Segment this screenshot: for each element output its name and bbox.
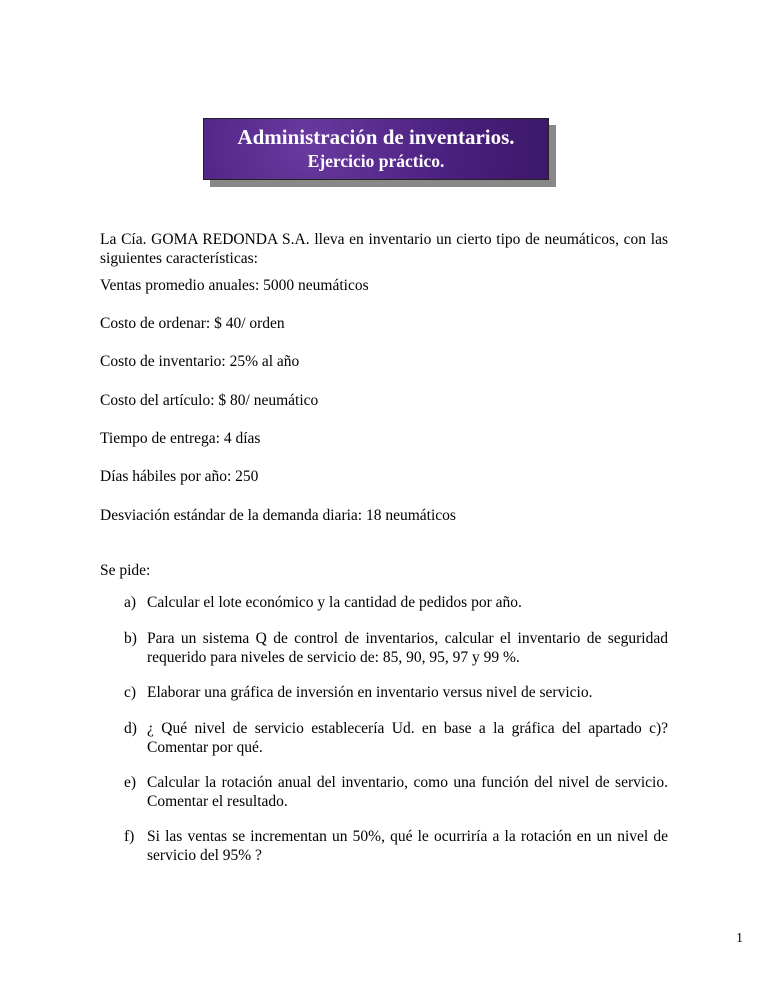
fact-item: Ventas promedio anuales: 5000 neumáticos xyxy=(100,277,369,294)
item-text: ¿ Qué nivel de servicio establecería Ud. en base a la gráfica del apartado c)? Comentar por qué. xyxy=(147,720,668,756)
task-item xyxy=(124,719,668,757)
item-text: Para un sistema Q de control de inventarios, calcular el inventario de seguridad requerido para niveles de servicio de: 85, 90, 95, 97 y 99 %. xyxy=(147,630,668,666)
task-item xyxy=(124,773,668,811)
task-item xyxy=(124,827,668,865)
item-label: c) xyxy=(124,684,137,701)
item-label: b) xyxy=(124,630,137,647)
fact-item: Costo del artículo: $ 80/ neumático xyxy=(100,392,319,409)
prompt: Se pide: xyxy=(100,562,151,579)
item-label: a) xyxy=(124,594,137,611)
fact-item: Desviación estándar de la demanda diaria: 18 neumáticos xyxy=(100,507,456,524)
title-banner xyxy=(203,118,549,180)
item-text: Elaborar una gráfica de inversión en inventario versus nivel de servicio. xyxy=(147,684,593,701)
item-label: e) xyxy=(124,774,137,791)
item-text: Calcular la rotación anual del inventario, como una función del nivel de servicio. Comentar el resultado. xyxy=(147,774,668,810)
item-label: d) xyxy=(124,720,137,737)
fact-item: Tiempo de entrega: 4 días xyxy=(100,430,261,447)
intro-paragraph: La Cía. GOMA REDONDA S.A. lleva en inventario un cierto tipo de neumáticos, con las siguientes características: xyxy=(100,231,668,267)
item-label: f) xyxy=(124,828,135,845)
page-number: 1 xyxy=(736,931,743,946)
item-text: Si las ventas se incrementan un 50%, qué le ocurriría a la rotación en un nivel de servicio del 95% ? xyxy=(147,828,668,864)
item-text: Calcular el lote económico y la cantidad de pedidos por año. xyxy=(147,594,522,611)
fact-item: Costo de inventario: 25% al año xyxy=(100,353,300,370)
fact-item: Costo de ordenar: $ 40/ orden xyxy=(100,315,285,332)
subtitle: Ejercicio práctico. xyxy=(307,151,445,171)
fact-item: Días hábiles por año: 250 xyxy=(100,468,259,485)
task-item xyxy=(124,629,668,667)
task-item xyxy=(124,593,668,612)
task-item xyxy=(124,683,668,702)
title: Administración de inventarios. xyxy=(237,125,515,149)
